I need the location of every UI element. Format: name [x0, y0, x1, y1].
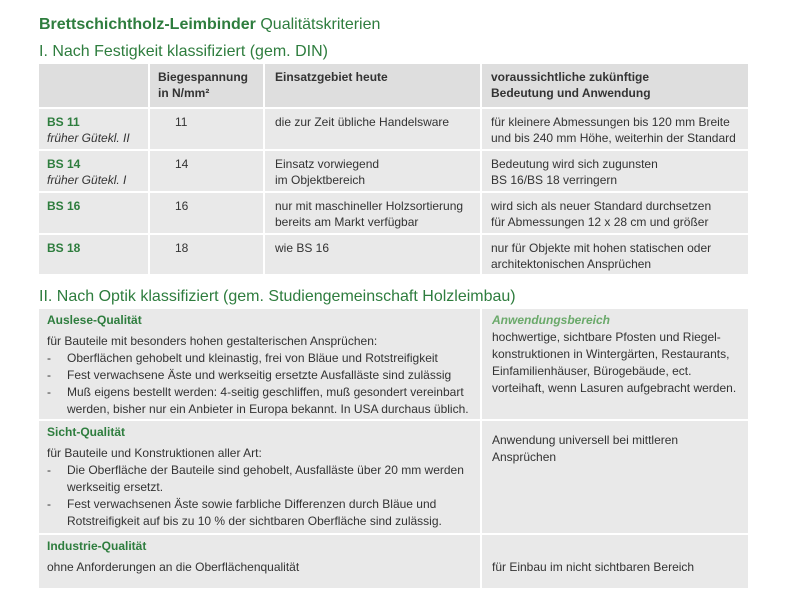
- quality-criteria-list: [47, 462, 473, 530]
- grade-label: BS 11: [47, 115, 80, 129]
- list-item: - Fest verwachsenen Äste sowie farbliche Differenzen durch Bläue und Rotstreifigkeit auf bis zu 10 % der sichtbaren Oberfläche sind zulässig.: [47, 496, 473, 530]
- application-text: hochwertige, sichtbare Pfosten und Riegel- konstruktionen in Wintergärten, Restaurants, Einfamilienhäuser, Bürogebäude, ect. vorteihaft, wenn Lasuren aufgebracht werden.: [492, 330, 737, 395]
- appearance-table: [39, 309, 748, 590]
- usage-today: die zur Zeit übliche Handelsware: [275, 115, 450, 129]
- list-item: - Oberflächen gehobelt und kleinastig, frei von Bläue und Rotstreifigkeit: [47, 350, 473, 367]
- strength-table: [39, 64, 748, 276]
- application-heading: Anwendungsbereich: [492, 313, 611, 327]
- quality-title: Auslese-Qualität: [47, 313, 142, 327]
- section2-heading: II. Nach Optik klassifiziert (gem. Studiengemeinschaft Holzleimbau): [39, 288, 516, 305]
- page-title: [39, 16, 380, 34]
- table-row: [39, 109, 748, 151]
- quality-intro: ohne Anforderungen an die Oberflächenqualität: [47, 560, 300, 574]
- col-header-future-text: voraussichtliche zukünftige Bedeutung und Anwendung: [491, 70, 651, 100]
- quality-title: Sicht-Qualität: [47, 425, 126, 439]
- quality-intro: für Bauteile mit besonders hohen gestalterischen Ansprüchen:: [47, 334, 378, 348]
- grade-label: BS 18: [47, 241, 81, 255]
- list-item: - Muß eigens bestellt werden: 4-seitig geschliffen, muß gesondert vereinbart werden, bisher nur ein Anbieter in Europa bekannt. In USA durchaus üblich.: [47, 384, 473, 418]
- table-row: [39, 235, 748, 276]
- usage-future: Bedeutung wird sich zugunsten BS 16/BS 18 verringern: [491, 157, 658, 187]
- page-title-rest: Qualitätskriterien: [255, 16, 381, 33]
- col-header-future: [491, 69, 748, 101]
- bending-value: 14: [175, 157, 189, 171]
- grade-label: BS 14: [47, 157, 81, 171]
- list-item: - Fest verwachsene Äste und werkseitig ersetzte Ausfalläste sind zulässig: [47, 367, 473, 384]
- table-row: [39, 421, 748, 535]
- bending-value: 16: [175, 199, 189, 213]
- usage-future: für kleinere Abmessungen bis 120 mm Breite und bis 240 mm Höhe, weiterhin der Standard: [491, 115, 736, 145]
- quality-title: Industrie-Qualität: [47, 539, 147, 553]
- bending-value: 11: [175, 115, 188, 129]
- strength-table-header: [39, 64, 748, 109]
- table-row: [39, 151, 748, 193]
- table-row: [39, 535, 748, 590]
- col-header-bending: [158, 69, 265, 101]
- bending-value: 18: [175, 241, 189, 255]
- grade-sub-label: früher Gütekl. II: [47, 131, 130, 145]
- list-item: - Die Oberfläche der Bauteile sind gehobelt, Ausfalläste über 20 mm werden werkseitig ersetzt.: [47, 462, 473, 496]
- col-header-today: Einsatzgebiet heute: [275, 70, 388, 84]
- application-text: für Einbau im nicht sichtbaren Bereich: [492, 560, 695, 574]
- table-row: [39, 309, 748, 421]
- quality-criteria-list: [47, 350, 473, 418]
- table-row: [39, 193, 748, 235]
- grade-sub-label: früher Gütekl. I: [47, 173, 127, 187]
- usage-future: wird sich als neuer Standard durchsetzen für Abmessungen 12 x 28 cm und größer: [491, 199, 712, 229]
- quality-intro: für Bauteile und Konstruktionen aller Art:: [47, 446, 262, 460]
- usage-today: wie BS 16: [275, 241, 330, 255]
- application-text: Anwendung universell bei mittleren Ansprüchen: [492, 433, 679, 464]
- section1-heading: I. Nach Festigkeit klassifiziert (gem. DIN): [39, 43, 328, 60]
- col-header-bending-text: Biegespannung in N/mm²: [158, 70, 249, 100]
- page-title-bold: Brettschichtholz-Leimbinder: [39, 16, 256, 33]
- usage-today: Einsatz vorwiegend im Objektbereich: [275, 157, 380, 187]
- usage-today: nur mit maschineller Holzsortierung bereits am Markt verfügbar: [275, 199, 464, 229]
- grade-label: BS 16: [47, 199, 81, 213]
- usage-future: nur für Objekte mit hohen statischen oder architektonischen Ansprüchen: [491, 241, 712, 271]
